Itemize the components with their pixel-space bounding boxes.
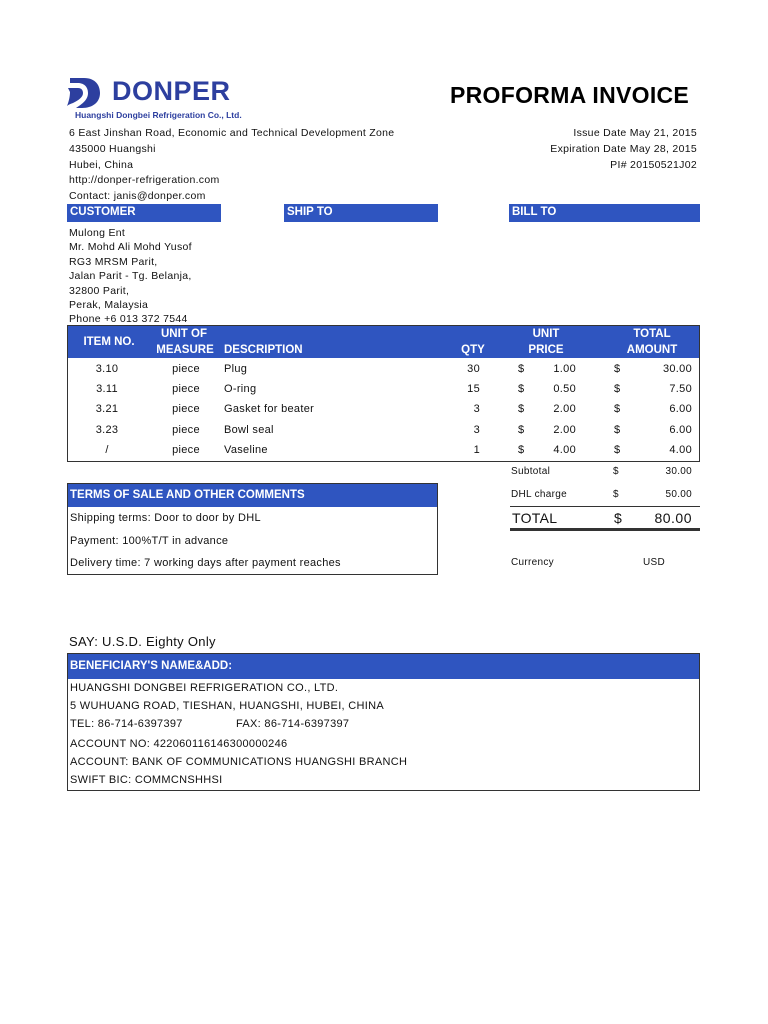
total-top-rule <box>510 506 700 507</box>
cell-amount: 4.00 <box>669 444 692 456</box>
customer-line: Mulong Ent <box>69 227 126 239</box>
cell-qty: 3 <box>473 403 480 415</box>
total-label: TOTAL <box>512 510 558 526</box>
issue-date: Issue Date May 21, 2015 <box>573 127 697 139</box>
col-description: DESCRIPTION <box>224 344 303 356</box>
table-row <box>68 441 699 461</box>
document-title: PROFORMA INVOICE <box>450 82 690 108</box>
customer-line: Jalan Parit - Tg. Belanja, <box>69 270 192 283</box>
subtotal-value: 30.00 <box>665 466 692 477</box>
customer-details <box>69 226 192 327</box>
cell-item: 3.21 <box>95 403 119 415</box>
subtotal-currency: $ <box>613 466 619 477</box>
subtotal-label: Subtotal <box>511 466 551 477</box>
col-price-line1: UNIT <box>532 328 560 340</box>
cell-item: 3.10 <box>95 363 119 375</box>
pi-number: PI# 20150521J02 <box>610 158 697 171</box>
customer-line: Phone +6 013 372 7544 <box>69 313 188 326</box>
address-line: 6 East Jinshan Road, Economic and Technical Development Zone <box>69 127 395 139</box>
cell-currency: $ <box>518 444 525 456</box>
dhl-charge-value: 50.00 <box>665 489 692 500</box>
cell-amount: 30.00 <box>662 363 692 375</box>
cell-qty: 1 <box>473 444 480 456</box>
cell-currency: $ <box>614 403 621 415</box>
total-value: 80.00 <box>654 510 692 526</box>
payment-terms: Payment: 100%T/T in advance <box>70 535 229 547</box>
cell-amount: 6.00 <box>669 424 692 436</box>
beneficiary-account: ACCOUNT: BANK OF COMMUNICATIONS HUANGSHI BRANCH <box>70 756 408 768</box>
col-unit-line2: MEASURE <box>156 344 214 356</box>
expiration-date: Expiration Date May 28, 2015 <box>550 142 697 155</box>
bill-to-header: BILL TO <box>509 204 700 222</box>
shipping-terms: Shipping terms: Door to door by DHL <box>70 512 261 524</box>
cell-qty: 3 <box>473 424 480 436</box>
beneficiary-tel: TEL: 86-714-6397397 <box>70 718 183 730</box>
cell-currency: $ <box>518 424 525 436</box>
cell-unit: piece <box>172 363 200 375</box>
cell-amount: 6.00 <box>669 403 692 415</box>
table-row <box>68 400 699 420</box>
beneficiary-fax: FAX: 86-714-6397397 <box>236 718 350 730</box>
cell-description: Bowl seal <box>224 424 274 436</box>
cell-currency: $ <box>614 363 621 375</box>
table-row <box>68 380 699 400</box>
cell-currency: $ <box>614 444 621 456</box>
table-row <box>68 421 699 441</box>
beneficiary-address: 5 WUHUANG ROAD, TIESHAN, HUANGSHI, HUBEI, CHINA <box>70 700 384 712</box>
dhl-charge-currency: $ <box>613 489 619 500</box>
beneficiary-account-no: ACCOUNT NO: 422060116146300000246 <box>70 738 288 750</box>
cell-currency: $ <box>518 383 525 395</box>
company-address <box>69 126 394 205</box>
cell-currency: $ <box>614 383 621 395</box>
cell-price: 0.50 <box>553 383 576 395</box>
beneficiary-name: HUANGSHI DONGBEI REFRIGERATION CO., LTD. <box>70 682 339 694</box>
cell-unit: piece <box>172 444 200 456</box>
col-price-line2: PRICE <box>528 344 564 356</box>
ship-to-header: SHIP TO <box>284 204 438 222</box>
customer-header: CUSTOMER <box>67 204 221 222</box>
address-line: Hubei, China <box>69 158 134 171</box>
company-subtitle: Huangshi Dongbei Refrigeration Co., Ltd. <box>75 110 242 120</box>
cell-currency: $ <box>518 363 525 375</box>
cell-unit: piece <box>172 424 200 436</box>
delivery-time: Delivery time: 7 working days after payment reaches <box>70 557 341 569</box>
cell-item: 3.23 <box>95 424 119 436</box>
cell-description: Gasket for beater <box>224 403 315 415</box>
beneficiary-swift: SWIFT BIC: COMMCNSHHSI <box>70 774 223 786</box>
currency-label: Currency <box>511 557 554 568</box>
cell-currency: $ <box>518 403 525 415</box>
customer-line: RG3 MRSM Parit, <box>69 255 158 268</box>
donper-logo-icon <box>66 76 102 110</box>
terms-header: TERMS OF SALE AND OTHER COMMENTS <box>68 484 437 507</box>
amount-in-words: SAY: U.S.D. Eighty Only <box>69 634 216 649</box>
address-line: 435000 Huangshi <box>69 142 156 155</box>
col-total-line2: AMOUNT <box>626 344 678 356</box>
table-row <box>68 360 699 380</box>
customer-line: Perak, Malaysia <box>69 299 149 312</box>
cell-price: 2.00 <box>553 403 576 415</box>
cell-amount: 7.50 <box>669 383 692 395</box>
contact-email[interactable]: Contact: janis@donper.com <box>69 190 206 203</box>
col-unit-line1: UNIT OF <box>161 328 207 340</box>
items-table <box>67 325 700 462</box>
terms-box <box>67 483 438 575</box>
cell-price: 2.00 <box>553 424 576 436</box>
currency-value: USD <box>643 557 666 568</box>
document-meta <box>550 126 697 173</box>
cell-qty: 30 <box>467 363 480 375</box>
col-total-line1: TOTAL <box>633 328 671 340</box>
total-bottom-rule <box>510 528 700 531</box>
cell-price: 1.00 <box>553 363 576 375</box>
cell-qty: 15 <box>467 383 480 395</box>
cell-item: 3.11 <box>96 383 118 395</box>
cell-description: Vaseline <box>224 444 268 456</box>
beneficiary-box <box>67 653 700 791</box>
cell-unit: piece <box>172 403 200 415</box>
col-qty: QTY <box>461 344 485 356</box>
beneficiary-header: BENEFICIARY'S NAME&ADD: <box>68 654 699 679</box>
website-link[interactable]: http://donper-refrigeration.com <box>69 174 220 187</box>
cell-price: 4.00 <box>553 444 576 456</box>
cell-description: O-ring <box>224 383 257 395</box>
company-name: DONPER <box>112 76 231 106</box>
cell-item: / <box>105 444 109 456</box>
cell-unit: piece <box>172 383 200 395</box>
cell-description: Plug <box>224 363 248 375</box>
cell-currency: $ <box>614 424 621 436</box>
dhl-charge-label: DHL charge <box>511 489 567 500</box>
col-item-no: ITEM NO. <box>83 336 135 348</box>
total-currency: $ <box>614 510 622 526</box>
customer-line: Mr. Mohd Ali Mohd Yusof <box>69 241 192 254</box>
items-table-header <box>68 326 699 358</box>
customer-line: 32800 Parit, <box>69 284 130 297</box>
